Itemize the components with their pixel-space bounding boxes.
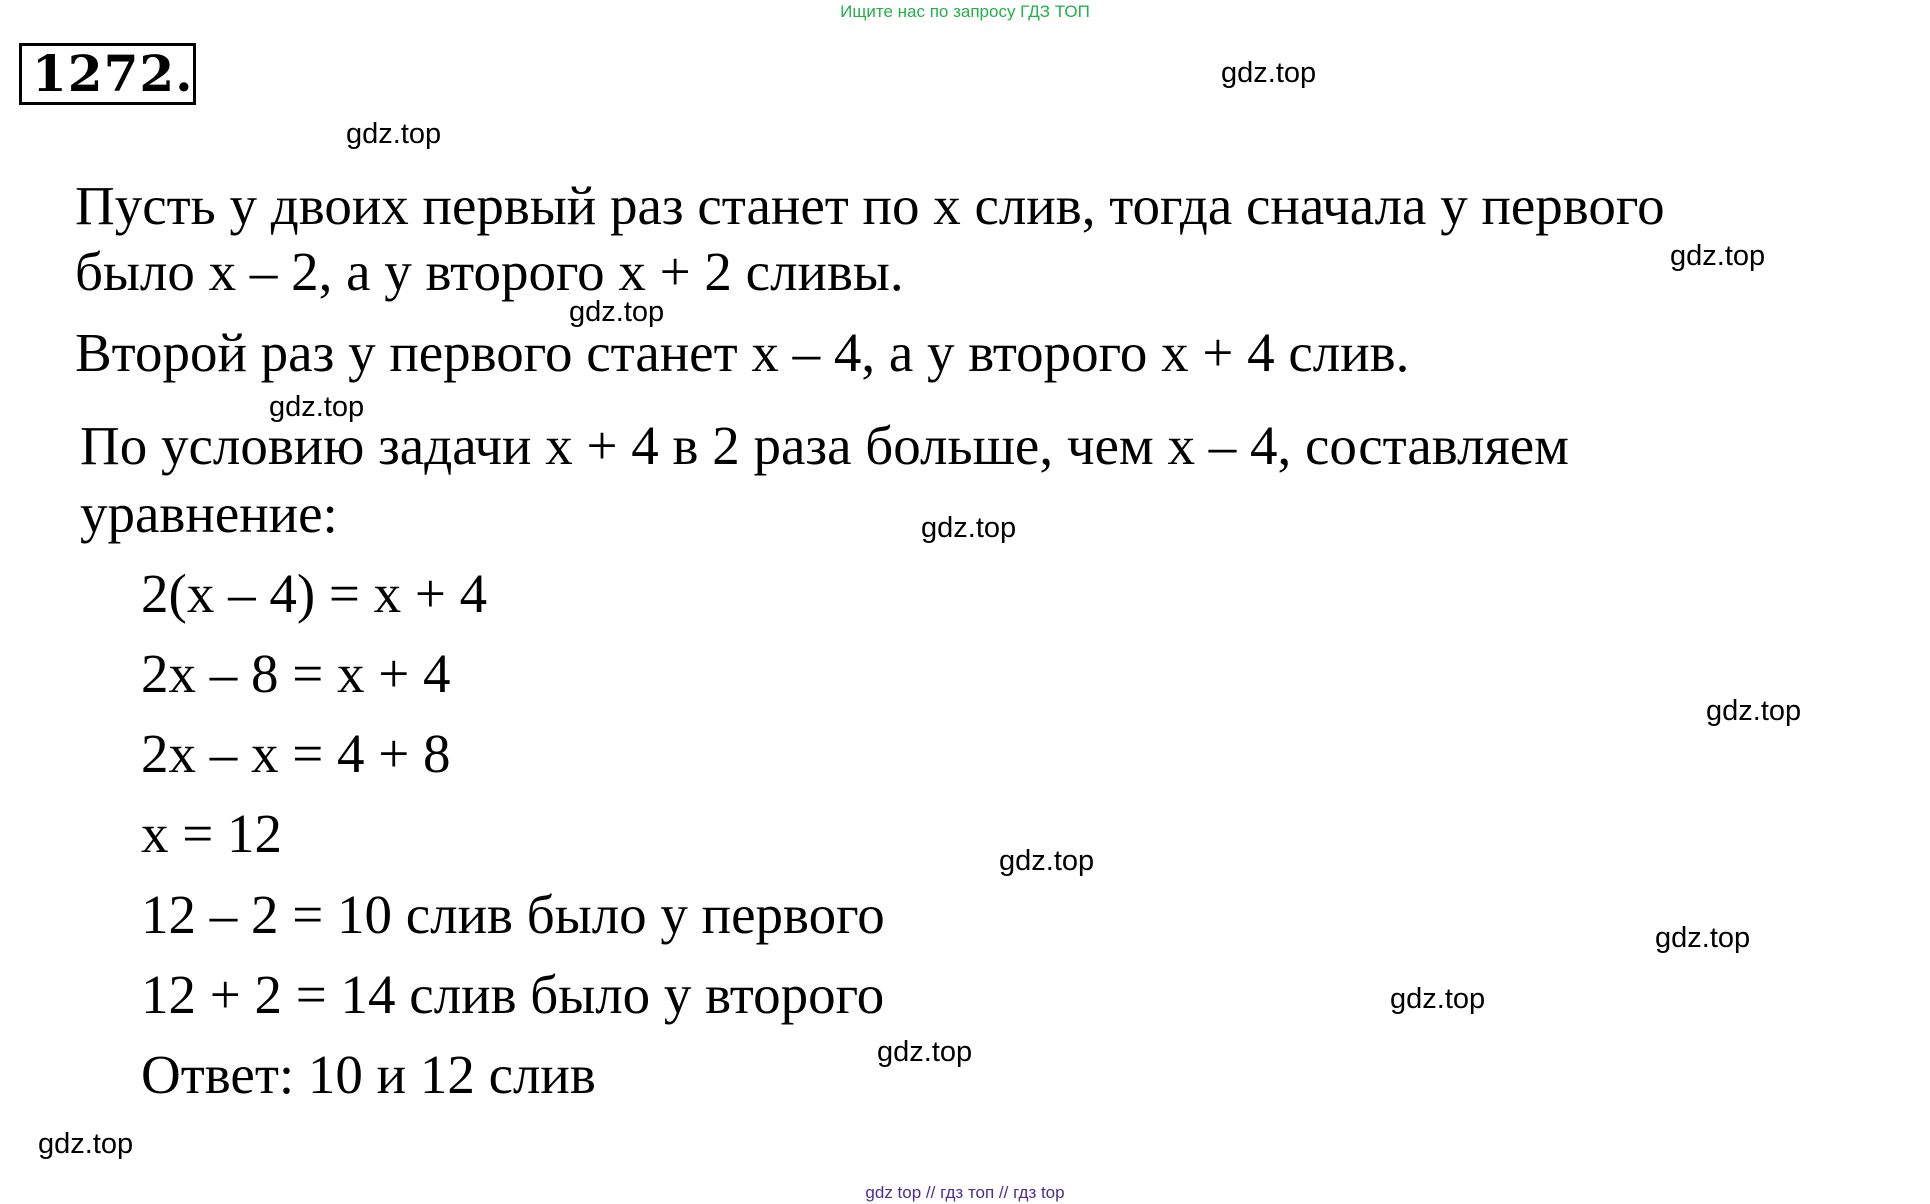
watermark: gdz.top bbox=[1670, 240, 1766, 272]
footer-links[interactable]: gdz top // гдз топ // гдз top bbox=[865, 1183, 1065, 1202]
top-banner[interactable]: Ищите нас по запросу ГДЗ ТОП bbox=[840, 2, 1090, 21]
watermark: gdz.top bbox=[999, 845, 1095, 877]
solution-step-2: 2х – 8 = х + 4 bbox=[141, 643, 451, 704]
problem-number: 1272. bbox=[19, 43, 196, 105]
solution-step-1: 2(х – 4) = х + 4 bbox=[141, 563, 488, 624]
paragraph-1-line-2: было х – 2, а у второго х + 2 сливы. bbox=[75, 241, 904, 302]
solution-step-4: х = 12 bbox=[141, 803, 283, 864]
watermark: gdz.top bbox=[921, 512, 1017, 544]
watermark: gdz.top bbox=[1706, 695, 1802, 727]
solution-step-3: 2х – х = 4 + 8 bbox=[141, 723, 451, 784]
paragraph-3-line-1: По условию задачи х + 4 в 2 раза больше, чем х – 4, составляем bbox=[80, 415, 1569, 476]
watermark: gdz.top bbox=[1221, 57, 1317, 89]
solution-step-6: 12 + 2 = 14 слив было у второго bbox=[141, 964, 885, 1025]
watermark: gdz.top bbox=[1655, 922, 1751, 954]
paragraph-2: Второй раз у первого станет х – 4, а у второго х + 4 слив. bbox=[75, 322, 1410, 383]
watermark: gdz.top bbox=[569, 296, 665, 328]
watermark: gdz.top bbox=[877, 1036, 973, 1068]
paragraph-1-line-1: Пусть у двоих первый раз станет по х слив, тогда сначала у первого bbox=[75, 175, 1665, 236]
watermark: gdz.top bbox=[346, 118, 442, 150]
watermark: gdz.top bbox=[1390, 983, 1486, 1015]
solution-step-5: 12 – 2 = 10 слив было у первого bbox=[141, 884, 885, 945]
watermark: gdz.top bbox=[38, 1128, 134, 1160]
paragraph-3-line-2: уравнение: bbox=[80, 483, 338, 544]
watermark: gdz.top bbox=[269, 391, 365, 423]
answer-line: Ответ: 10 и 12 слив bbox=[141, 1044, 596, 1105]
